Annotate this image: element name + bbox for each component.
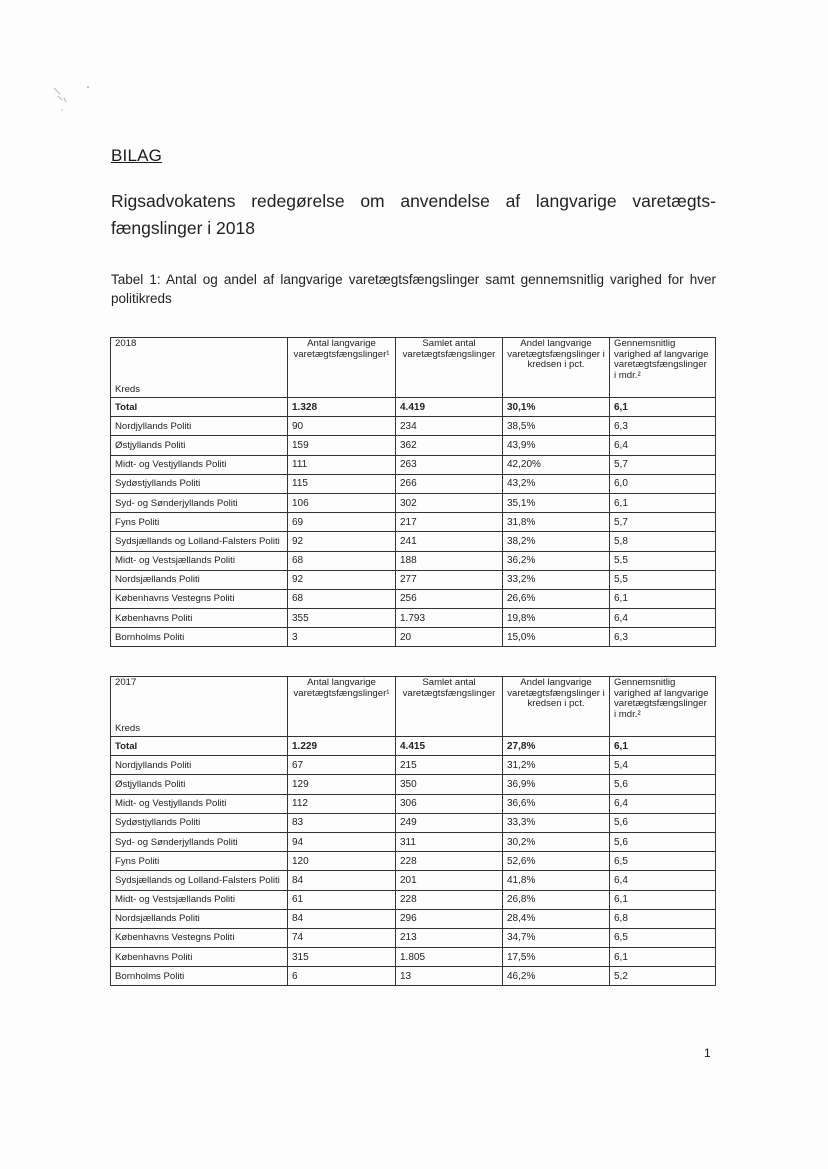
value-cell: 201 (396, 871, 503, 890)
kreds-name-cell: Syd- og Sønderjyllands Politi (111, 832, 288, 851)
value-cell: 249 (396, 813, 503, 832)
value-cell: 5,4 (610, 756, 716, 775)
kreds-label: Kreds (115, 722, 141, 734)
table-2017 (110, 676, 716, 986)
kreds-name-cell: Bornholms Politi (111, 967, 288, 986)
header-antal: Antal langvarige varetægtsfængslinger¹ (288, 677, 396, 737)
value-cell: 6,4 (610, 436, 716, 455)
kreds-name-cell: Syd- og Sønderjyllands Politi (111, 493, 288, 512)
value-cell: 20 (396, 628, 503, 647)
value-cell: 256 (396, 589, 503, 608)
table-row (111, 455, 716, 474)
total-row (111, 737, 716, 756)
kreds-name-cell: Østjyllands Politi (111, 775, 288, 794)
header-kreds (111, 338, 288, 398)
table-row (111, 852, 716, 871)
value-cell: 106 (288, 493, 396, 512)
value-cell: 74 (288, 928, 396, 947)
heading: BILAG (111, 146, 163, 165)
kreds-name-cell: Københavns Politi (111, 948, 288, 967)
cell: 27,8% (503, 737, 610, 756)
value-cell: 263 (396, 455, 503, 474)
kreds-name-cell: Østjyllands Politi (111, 436, 288, 455)
table-row (111, 493, 716, 512)
value-cell: 115 (288, 474, 396, 493)
kreds-name-cell: Fyns Politi (111, 852, 288, 871)
value-cell: 120 (288, 852, 396, 871)
value-cell: 6,3 (610, 628, 716, 647)
cell: 6,1 (610, 398, 716, 417)
table-row (111, 436, 716, 455)
value-cell: 213 (396, 928, 503, 947)
value-cell: 68 (288, 589, 396, 608)
value-cell: 6,0 (610, 474, 716, 493)
kreds-name-cell: Sydsjællands og Lolland-Falsters Politi (111, 532, 288, 551)
table-row (111, 775, 716, 794)
cell: Total (111, 737, 288, 756)
value-cell: 306 (396, 794, 503, 813)
table-row (111, 609, 716, 628)
value-cell: 6,3 (610, 417, 716, 436)
value-cell: 129 (288, 775, 396, 794)
kreds-name-cell: Sydøstjyllands Politi (111, 474, 288, 493)
kreds-name-cell: Nordjyllands Politi (111, 756, 288, 775)
value-cell: 6,1 (610, 948, 716, 967)
header-varighed: Gennemsnitlig varighed af langvarige varetægtsfængslinger i mdr.² (610, 338, 716, 398)
cell: 4.419 (396, 398, 503, 417)
kreds-name-cell: Midt- og Vestsjællands Politi (111, 551, 288, 570)
value-cell: 111 (288, 455, 396, 474)
value-cell: 188 (396, 551, 503, 570)
kreds-name-cell: Midt- og Vestsjællands Politi (111, 890, 288, 909)
table-row (111, 909, 716, 928)
kreds-label: Kreds (115, 383, 141, 395)
value-cell: 362 (396, 436, 503, 455)
value-cell: 15,0% (503, 628, 610, 647)
kreds-name-cell: Sydøstjyllands Politi (111, 813, 288, 832)
scan-artifact (52, 84, 92, 114)
header-andel: Andel langvarige varetægtsfængslinger i kredsen i pct. (503, 338, 610, 398)
value-cell: 92 (288, 532, 396, 551)
value-cell: 302 (396, 493, 503, 512)
value-cell: 13 (396, 967, 503, 986)
value-cell: 5,8 (610, 532, 716, 551)
kreds-name-cell: Fyns Politi (111, 513, 288, 532)
value-cell: 277 (396, 570, 503, 589)
table-row (111, 570, 716, 589)
kreds-name-cell: Københavns Vestegns Politi (111, 589, 288, 608)
kreds-name-cell: Midt- og Vestjyllands Politi (111, 794, 288, 813)
value-cell: 215 (396, 756, 503, 775)
value-cell: 43,2% (503, 474, 610, 493)
kreds-name-cell: Bornholms Politi (111, 628, 288, 647)
cell: 4.415 (396, 737, 503, 756)
value-cell: 33,3% (503, 813, 610, 832)
header-antal: Antal langvarige varetægtsfængslinger¹ (288, 338, 396, 398)
header-varighed: Gennemsnitlig varighed af langvarige varetægtsfængslinger i mdr.² (610, 677, 716, 737)
value-cell: 26,8% (503, 890, 610, 909)
table-row (111, 756, 716, 775)
table-row (111, 813, 716, 832)
cell: 6,1 (610, 737, 716, 756)
value-cell: 6,4 (610, 609, 716, 628)
value-cell: 41,8% (503, 871, 610, 890)
value-cell: 5,6 (610, 832, 716, 851)
table-row (111, 967, 716, 986)
table-row (111, 589, 716, 608)
value-cell: 5,7 (610, 513, 716, 532)
value-cell: 46,2% (503, 967, 610, 986)
kreds-name-cell: Københavns Politi (111, 609, 288, 628)
kreds-name-cell: Nordsjællands Politi (111, 570, 288, 589)
value-cell: 6,1 (610, 589, 716, 608)
value-cell: 159 (288, 436, 396, 455)
value-cell: 38,5% (503, 417, 610, 436)
value-cell: 38,2% (503, 532, 610, 551)
value-cell: 36,2% (503, 551, 610, 570)
table-row (111, 832, 716, 851)
table-row (111, 474, 716, 493)
cell: 1.229 (288, 737, 396, 756)
kreds-name-cell: Københavns Vestegns Politi (111, 928, 288, 947)
table-row (111, 551, 716, 570)
value-cell: 6,5 (610, 852, 716, 871)
value-cell: 350 (396, 775, 503, 794)
header-samlet: Samlet antal varetægtsfængslinger (396, 677, 503, 737)
table-row (111, 948, 716, 967)
value-cell: 6 (288, 967, 396, 986)
kreds-name-cell: Midt- og Vestjyllands Politi (111, 455, 288, 474)
table-row (111, 794, 716, 813)
value-cell: 84 (288, 909, 396, 928)
value-cell: 3 (288, 628, 396, 647)
value-cell: 228 (396, 890, 503, 909)
kreds-name-cell: Nordsjællands Politi (111, 909, 288, 928)
value-cell: 5,6 (610, 775, 716, 794)
value-cell: 69 (288, 513, 396, 532)
value-cell: 234 (396, 417, 503, 436)
value-cell: 26,6% (503, 589, 610, 608)
value-cell: 6,8 (610, 909, 716, 928)
table-row (111, 417, 716, 436)
value-cell: 52,6% (503, 852, 610, 871)
value-cell: 17,5% (503, 948, 610, 967)
value-cell: 68 (288, 551, 396, 570)
header-andel: Andel langvarige varetægtsfængslinger i kredsen i pct. (503, 677, 610, 737)
table-body (111, 417, 716, 647)
value-cell: 36,9% (503, 775, 610, 794)
value-cell: 31,2% (503, 756, 610, 775)
value-cell: 228 (396, 852, 503, 871)
value-cell: 31,8% (503, 513, 610, 532)
value-cell: 84 (288, 871, 396, 890)
value-cell: 83 (288, 813, 396, 832)
table-body (111, 756, 716, 986)
cell: Total (111, 398, 288, 417)
value-cell: 36,6% (503, 794, 610, 813)
value-cell: 5,2 (610, 967, 716, 986)
value-cell: 28,4% (503, 909, 610, 928)
table-row (111, 513, 716, 532)
table-2018 (110, 337, 716, 647)
value-cell: 6,1 (610, 493, 716, 512)
value-cell: 43,9% (503, 436, 610, 455)
document-title: Rigsadvokatens redegørelse om anvendelse af langvarige varetægts-fængslinger i 2018 (111, 191, 716, 238)
table-row (111, 890, 716, 909)
value-cell: 34,7% (503, 928, 610, 947)
table-header-row (111, 338, 716, 398)
value-cell: 90 (288, 417, 396, 436)
value-cell: 217 (396, 513, 503, 532)
value-cell: 5,6 (610, 813, 716, 832)
value-cell: 112 (288, 794, 396, 813)
table-row (111, 628, 716, 647)
value-cell: 6,1 (610, 890, 716, 909)
table-year: 2017 (115, 677, 137, 688)
value-cell: 1.805 (396, 948, 503, 967)
header-samlet: Samlet antal varetægtsfængslinger (396, 338, 503, 398)
table-row (111, 928, 716, 947)
value-cell: 5,7 (610, 455, 716, 474)
value-cell: 33,2% (503, 570, 610, 589)
cell: 30,1% (503, 398, 610, 417)
kreds-name-cell: Nordjyllands Politi (111, 417, 288, 436)
value-cell: 5,5 (610, 570, 716, 589)
value-cell: 6,4 (610, 794, 716, 813)
value-cell: 266 (396, 474, 503, 493)
value-cell: 355 (288, 609, 396, 628)
table-row (111, 871, 716, 890)
header-kreds (111, 677, 288, 737)
value-cell: 315 (288, 948, 396, 967)
value-cell: 61 (288, 890, 396, 909)
value-cell: 67 (288, 756, 396, 775)
cell: 1.328 (288, 398, 396, 417)
value-cell: 1.793 (396, 609, 503, 628)
value-cell: 19,8% (503, 609, 610, 628)
value-cell: 35,1% (503, 493, 610, 512)
kreds-name-cell: Sydsjællands og Lolland-Falsters Politi (111, 871, 288, 890)
value-cell: 311 (396, 832, 503, 851)
value-cell: 30,2% (503, 832, 610, 851)
table-header-row (111, 677, 716, 737)
value-cell: 6,5 (610, 928, 716, 947)
value-cell: 92 (288, 570, 396, 589)
table-row (111, 532, 716, 551)
value-cell: 241 (396, 532, 503, 551)
value-cell: 5,5 (610, 551, 716, 570)
page-number: 1 (704, 1046, 711, 1060)
total-row (111, 398, 716, 417)
value-cell: 296 (396, 909, 503, 928)
table-year: 2018 (115, 338, 137, 349)
value-cell: 42,20% (503, 455, 610, 474)
value-cell: 94 (288, 832, 396, 851)
value-cell: 6,4 (610, 871, 716, 890)
table-caption: Tabel 1: Antal og andel af langvarige varetægtsfængslinger samt gennemsnitlig varighed for hver politikreds (111, 272, 716, 306)
